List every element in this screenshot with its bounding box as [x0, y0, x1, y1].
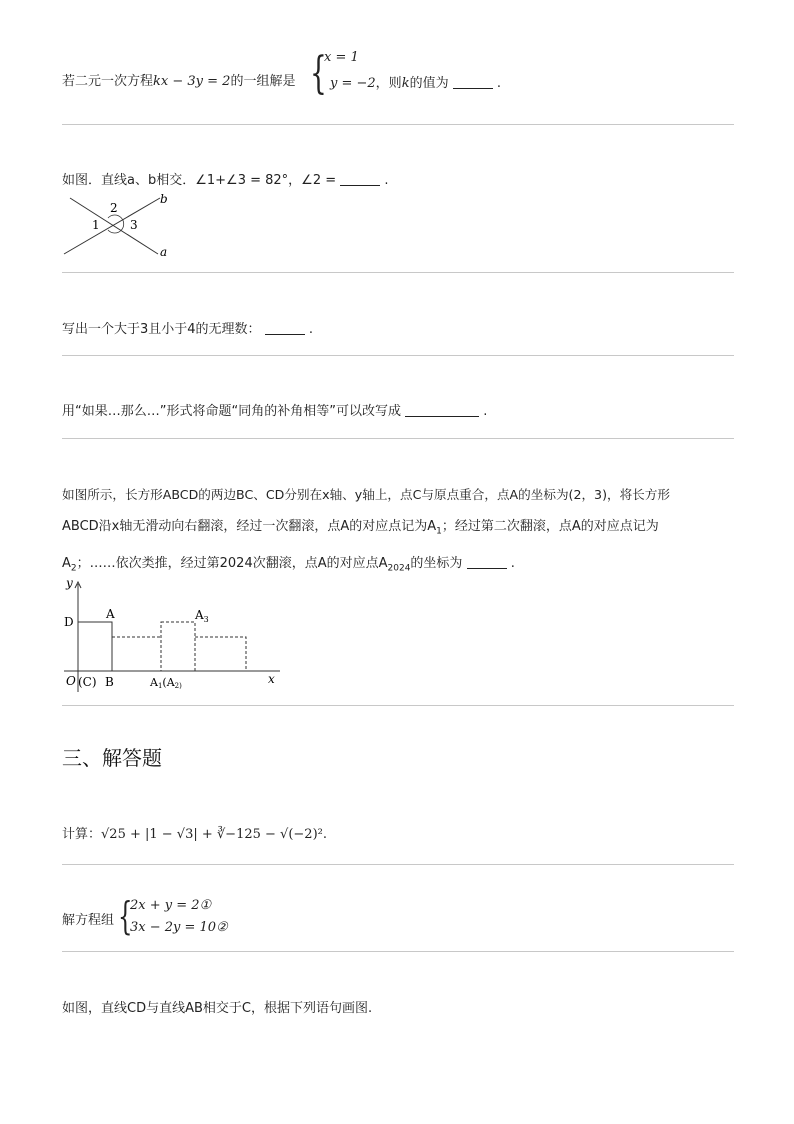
q1-equation: kx − 3y = 2	[153, 74, 231, 89]
q2-figure	[62, 192, 182, 262]
divider	[62, 438, 734, 439]
angle-2-label: 2	[110, 201, 118, 215]
q5-figure	[58, 574, 288, 696]
q5-line2a: ABCD沿x轴无滑动向右翻滚，经过一次翻滚，点A的对应点记为A	[62, 519, 437, 534]
angle-3-label: 3	[130, 218, 138, 232]
q1-prefix: 若二元一次方程	[62, 74, 154, 89]
q7-prefix: 解方程组	[62, 913, 115, 928]
q1-k: k	[401, 76, 410, 91]
q5-line1: 如图所示，长方形ABCD的两边BC、CD分别在x轴、y轴上，点C与原点重合，点A的坐标为(2，3)，将长方形	[62, 487, 670, 502]
question-1	[62, 70, 295, 89]
q1-suffix-b: 的值为	[409, 76, 449, 91]
q5-line3-sub1: 2	[70, 563, 77, 574]
x-label: x	[268, 672, 275, 686]
q2-answer-blank[interactable]	[340, 172, 380, 186]
a3-label: $A_3$	[195, 608, 209, 624]
question-4	[62, 400, 487, 419]
q1-system-brace: {	[310, 48, 327, 99]
q1-system-line1: x = 1	[324, 50, 359, 65]
divider	[62, 864, 734, 865]
q2-end: .	[384, 173, 389, 188]
q5-line3c: 的坐标为	[410, 556, 463, 571]
question-6	[62, 823, 327, 842]
d-label: D	[64, 615, 74, 629]
o-label: O	[66, 674, 76, 688]
q7-line2: 3x − 2y = 10②	[130, 920, 228, 935]
divider	[62, 124, 734, 125]
section-title: 三、解答题	[62, 746, 162, 770]
question-2	[62, 169, 389, 188]
q6-prefix: 计算：	[62, 827, 102, 842]
q7-system-brace: {	[118, 894, 133, 938]
q4-answer-blank[interactable]	[405, 403, 479, 417]
q4-text: 用“如果…那么…”形式将命题“同角的补角相等”可以改写成	[62, 404, 401, 419]
q1-end: .	[496, 76, 502, 91]
divider	[62, 705, 734, 706]
divider	[62, 951, 734, 952]
q3-end: .	[308, 322, 313, 337]
q5-line2-sub: 1	[436, 526, 442, 537]
roll-3-rect	[195, 637, 246, 671]
q5-line2	[62, 515, 659, 537]
c-label: (C)	[78, 675, 97, 689]
divider	[62, 355, 734, 356]
a1a2-label: A1(A2)	[150, 676, 182, 690]
q1-system-line2: y = −2	[330, 76, 376, 91]
q5-end: .	[510, 556, 515, 571]
a-label: A	[106, 607, 115, 621]
roll-2-rect	[161, 622, 195, 671]
q7-line1: 2x + y = 2①	[130, 898, 212, 913]
q5-line3-sub2: 2024	[387, 563, 411, 574]
angle-1-label: 1	[92, 218, 100, 232]
q1-suffix-a: ，则	[375, 76, 402, 91]
question-3	[62, 318, 313, 337]
line-b-label: b	[160, 192, 168, 206]
rectangle-abcd	[78, 622, 112, 671]
q5-answer-blank[interactable]	[467, 555, 507, 569]
q1-middle: 的一组解是	[230, 74, 296, 89]
y-label: y	[66, 576, 73, 590]
divider	[62, 272, 734, 273]
q5-line3a: A	[62, 556, 71, 571]
q3-answer-blank[interactable]	[265, 321, 305, 335]
q5-line3	[62, 552, 515, 574]
line-a-label: a	[160, 245, 168, 259]
q3-text: 写出一个大于3且小于4的无理数：	[62, 322, 261, 337]
question-8: 如图，直线CD与直线AB相交于C，根据下列语句画图.	[62, 1001, 373, 1016]
q6-end: .	[322, 827, 327, 842]
q2-text: 如图．直线a、b相交．∠1+∠3 = 82°，∠2 =	[62, 173, 337, 188]
q5-line3b: ；……依次类推，经过第2024次翻滚，点A的对应点A	[76, 556, 388, 571]
q5-line2b: ；经过第二次翻滚，点A的对应点记为	[441, 519, 659, 534]
b-label: B	[105, 675, 114, 689]
q1-line2	[330, 72, 501, 91]
q4-end: .	[483, 404, 488, 419]
q1-answer-blank[interactable]	[453, 75, 493, 89]
q6-expression: √25 + |1 − √3| + ∛−125 − √(−2)²	[101, 827, 323, 842]
